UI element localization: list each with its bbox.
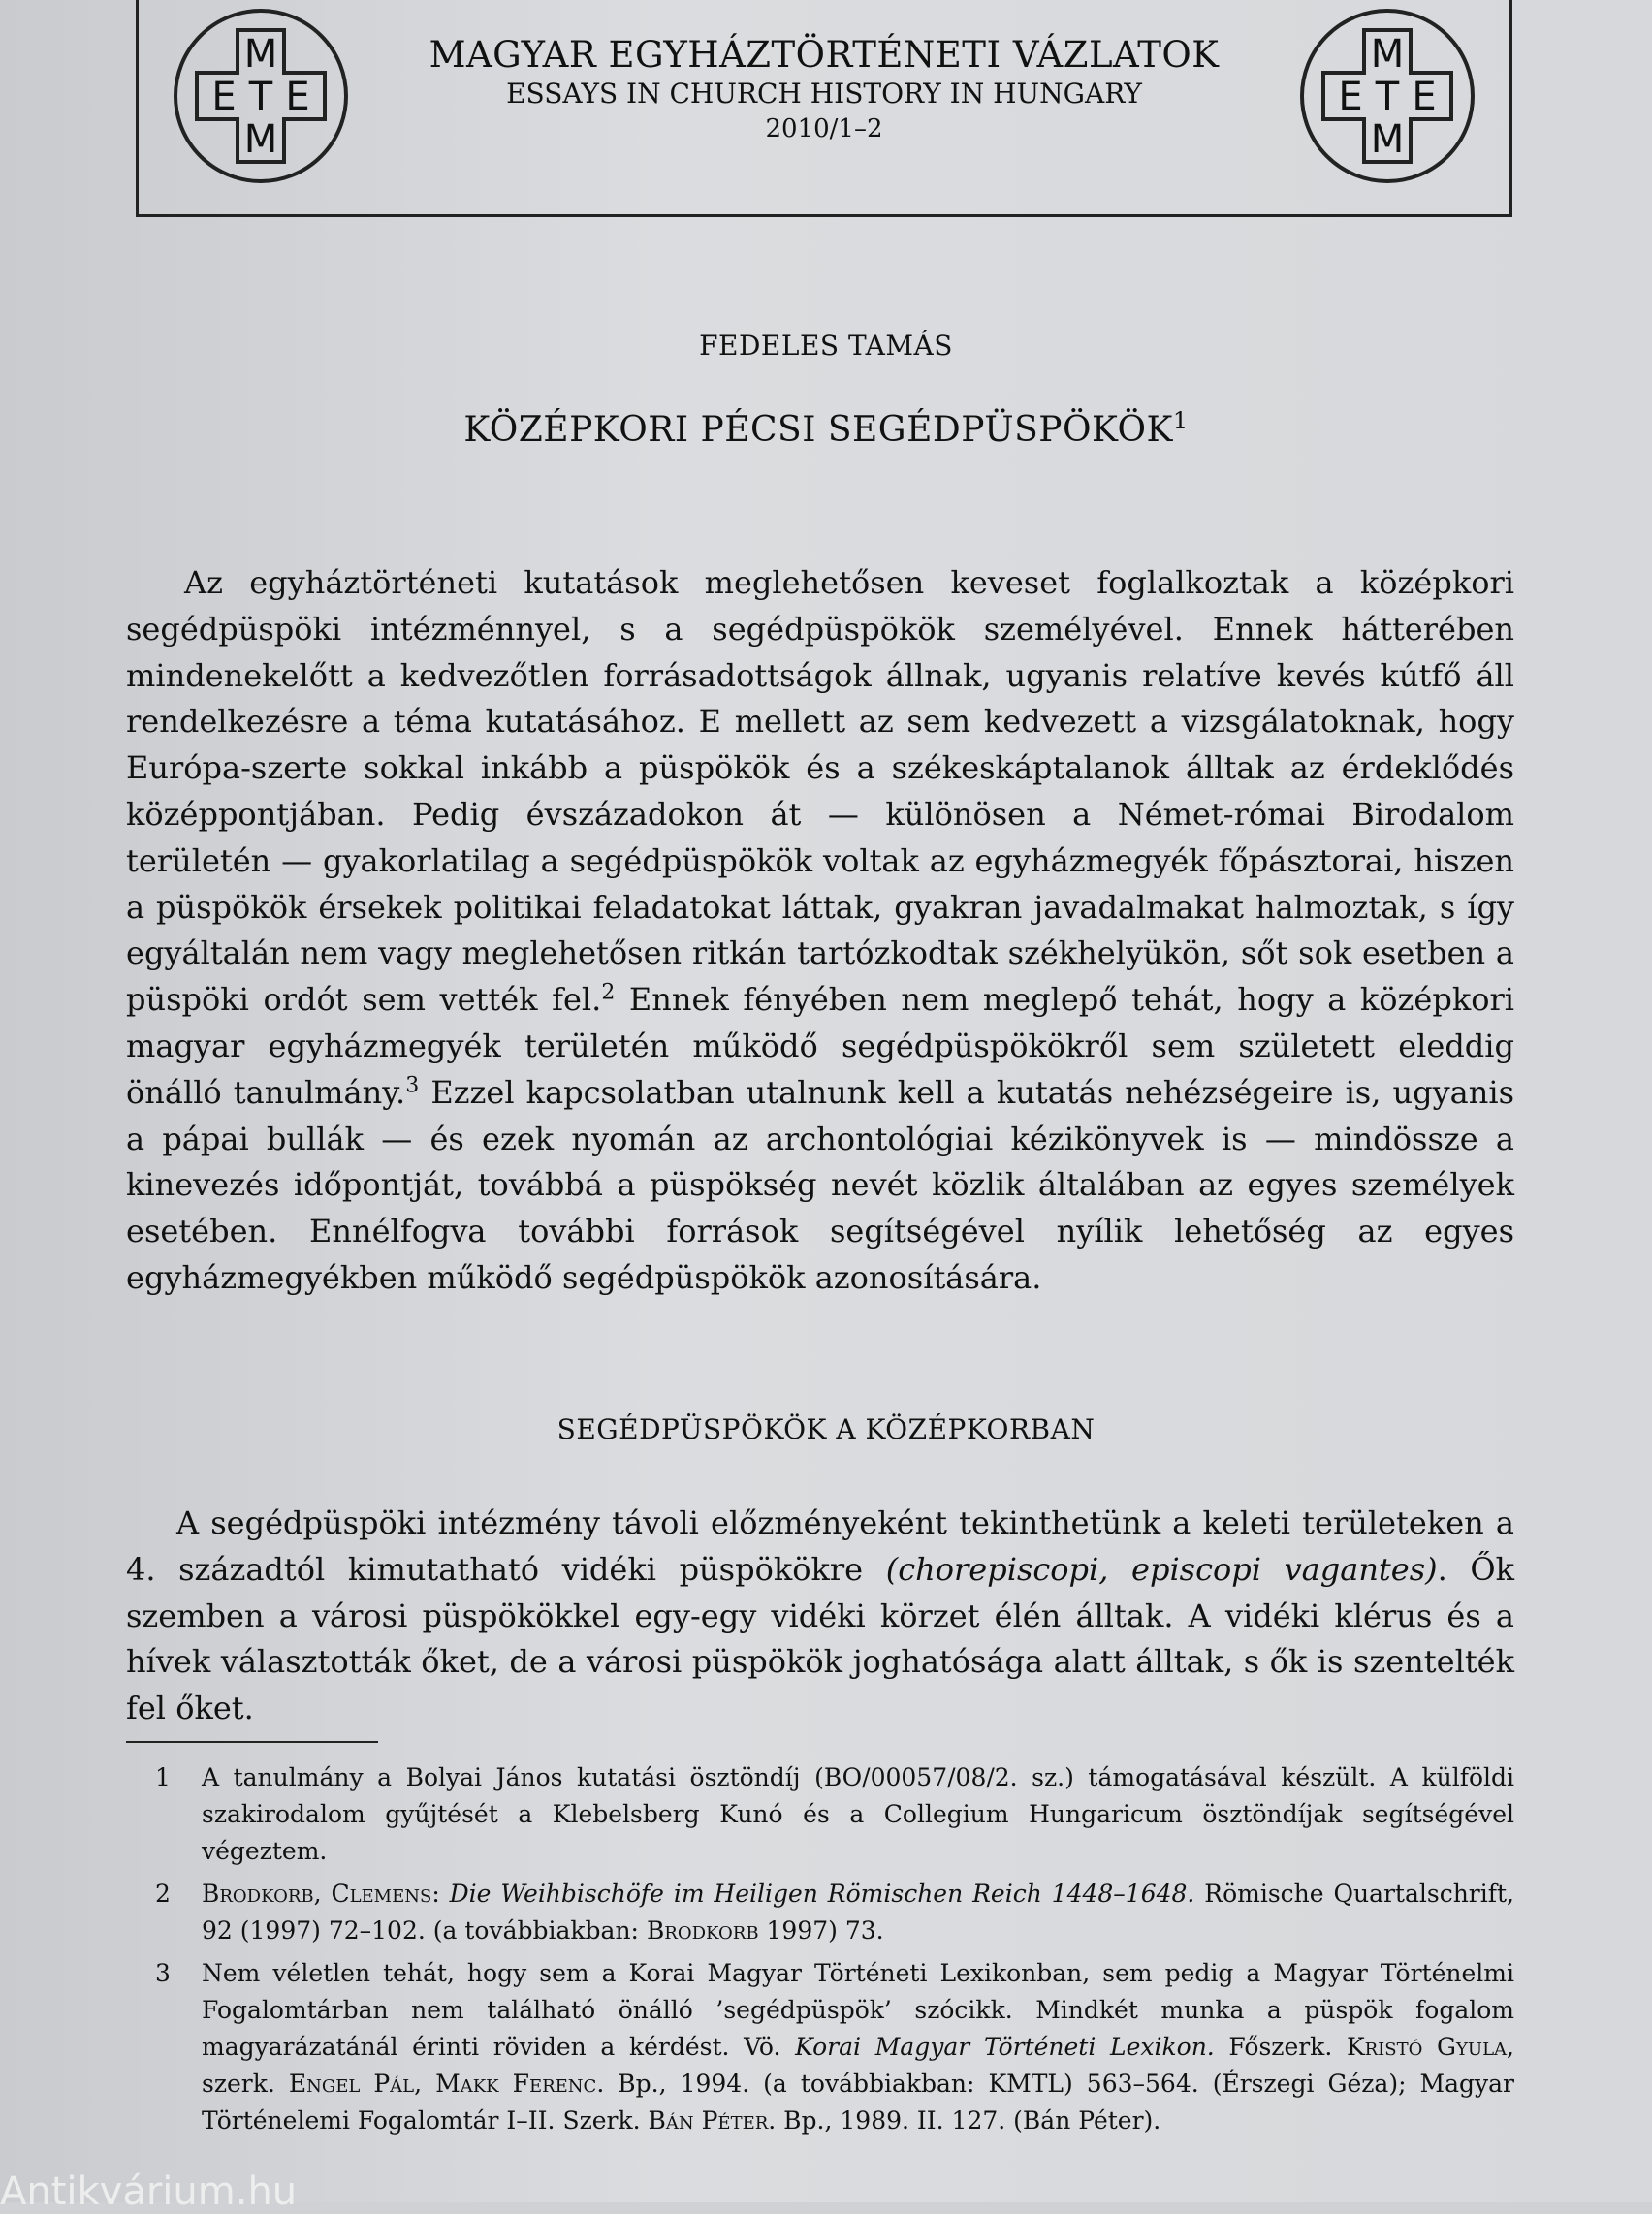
logo-letter-right: E [1412, 75, 1437, 119]
section-heading: SEGÉDPÜSPÖKÖK A KÖZÉPKORBAN [556, 1413, 1096, 1445]
article-title [0, 407, 1652, 450]
journal-header [136, 0, 1512, 217]
paragraph-text: Ezzel kapcsolatban utalnunk kell a kutatás nehézségeire is, ugyanis a pápai bullák — és ezek nyomán az archontológiai kézikönyvek is — mindössze a kinevezés időpontját, továbbá a püspökség nevét közlik általában az egyes személyek esetében. Ennélfogva további források segítségével nyílik lehetőség az egyes egyházmegyékben működő segédpüspökök azonosítására. [126, 1073, 1515, 1296]
footnote-text: , szerk. [202, 2033, 1514, 2098]
body-paragraph [126, 1501, 1514, 1732]
series-title-en: ESSAYS IN CHURCH HISTORY IN HUNGARY [506, 78, 1142, 110]
footnote-name: Kristó Gyula [1346, 2033, 1508, 2061]
footnote [126, 1759, 1514, 1870]
footnote-text: Nem véletlen tehát, hogy sem a Korai Magyar Történeti Lexikonban, sem pedig a Magyar Történelmi Fogalomtárban nem található önálló ’segédpüspök’ szócikk. Mindkét munka a püspök fogalom magyarázatánál érinti röviden a kérdést. Vö. [202, 1959, 1514, 2061]
body-paragraph [126, 560, 1514, 1302]
article-title-text: KÖZÉPKORI PÉCSI SEGÉDPÜSPÖKÖK [463, 410, 1173, 450]
journal-logo [174, 9, 348, 183]
paragraph-italic: (chorepiscopi, episcopi vagantes) [885, 1550, 1438, 1588]
article-author: FEDELES TAMÁS [699, 330, 953, 362]
paragraph-text: Az egyháztörténeti kutatások meglehetősen keveset foglalkoztak a középkori segédpüspöki intézménnyel, s a segédpüspökök személyével. Ennek hátterében mindenekelőtt a kedvezőtlen forrásadottságok állnak, ugyanis relatíve kevés kútfő áll rendelkezésre a téma kutatásához. E mellett az sem kedvezett a vizsgálatoknak, hogy Európa-szerte sokkal inkább a püspökök és a székeskáptalanok álltak az érdeklődés középpontjában. Pedig évszázadokon át — különösen a Német-római Birodalom területén — gyakorlatilag a segédpüspökök voltak az egyházmegyék főpásztorai, hiszen a püspökök érsekek politikai feladatokat láttak, gyakran javadalmakat halmoztak, s így egyáltalán nem vagy meglehetősen ritkán tartózkodtak székhelyükön, sőt sok esetben a püspöki ordót sem vették fel. [126, 564, 1514, 1019]
footnotes [126, 1759, 1514, 2145]
footnote [126, 1876, 1514, 1949]
footnote-number: 1 [155, 1763, 171, 1791]
footnote-name: Engel Pál, Makk Ferenc [288, 2070, 597, 2098]
footnote-number: 2 [155, 1880, 171, 1908]
paragraph-text: A segédpüspöki intézmény távoli előzményeként tekinthetünk a keleti területeken a 4. századtól kimutatható vidéki püspökökre [126, 1504, 1514, 1588]
footnote-text: 1997) 73. [758, 1916, 884, 1945]
footnote-title: Korai Magyar Történeti Lexikon. [795, 2033, 1215, 2061]
logo-letter-center: T [1375, 75, 1400, 119]
footnote-author: Brodkorb, Clemens: [202, 1880, 440, 1908]
logo-letter-left: E [211, 75, 237, 119]
footnote-text: Főszerk. [1214, 2033, 1347, 2061]
footnote-ref: 1 [1172, 407, 1189, 434]
footnote-ref: 3 [405, 1073, 420, 1098]
footnote-text: . Bp., 1994. (a továbbiakban: KMTL) 563–564. (Érszegi Géza); Magyar Történelemi Fogalomtár I–II. Szerk. [202, 2070, 1514, 2135]
logo-letter-bottom: M [243, 117, 278, 162]
logo-letter-bottom: M [1370, 117, 1405, 162]
logo-letter-center: T [248, 75, 273, 119]
logo-letter-left: E [1338, 75, 1363, 119]
series-title-hu: MAGYAR EGYHÁZTÖRTÉNETI VÁZLATOK [429, 34, 1220, 76]
footnote-divider [126, 1741, 378, 1743]
site-watermark: Antikvárium.hu [0, 2169, 298, 2214]
issue-number: 2010/1–2 [765, 114, 883, 143]
footnote-ref: 2 [601, 980, 616, 1005]
footnote-text: A tanulmány a Bolyai János kutatási ösztöndíj (BO/00057/08/2. sz.) támogatásával készült. A külföldi szakirodalom gyűjtését a Klebelsberg Kunó és a Collegium Hungaricum ösztöndíjak segítségével végeztem. [202, 1763, 1514, 1865]
footnote [126, 1955, 1514, 2139]
footnote-abbr: Brodkorb [646, 1916, 759, 1945]
footnote-number: 3 [155, 1959, 171, 1987]
journal-logo [1300, 9, 1475, 183]
logo-letter-top: M [243, 32, 278, 77]
footnote-name: Bán Péter [648, 2106, 769, 2135]
paragraph-text: . Ők szemben a városi püspökökkel egy-egy vidéki körzet élén álltak. A vidéki klérus és a hívek választották őket, de a városi püspökök joghatósága alatt álltak, s ők is szentelték fel őket. [126, 1550, 1515, 1727]
paragraph-text: Ennek fényében nem meglepő tehát, hogy a középkori magyar egyházmegyék területén működő segédpüspökökről sem született eleddig önálló tanulmány. [126, 981, 1515, 1111]
logo-letter-top: M [1370, 32, 1405, 77]
footnote-title: Die Weihbischöfe im Heiligen Römischen Reich 1448–1648. [449, 1880, 1195, 1908]
footnote-text: Römische Quartalschrift, 92 (1997) 72–102. (a továbbiakban: [202, 1880, 1514, 1945]
footnote-text: . Bp., 1989. II. 127. (Bán Péter). [768, 2106, 1161, 2135]
logo-letter-right: E [285, 75, 310, 119]
